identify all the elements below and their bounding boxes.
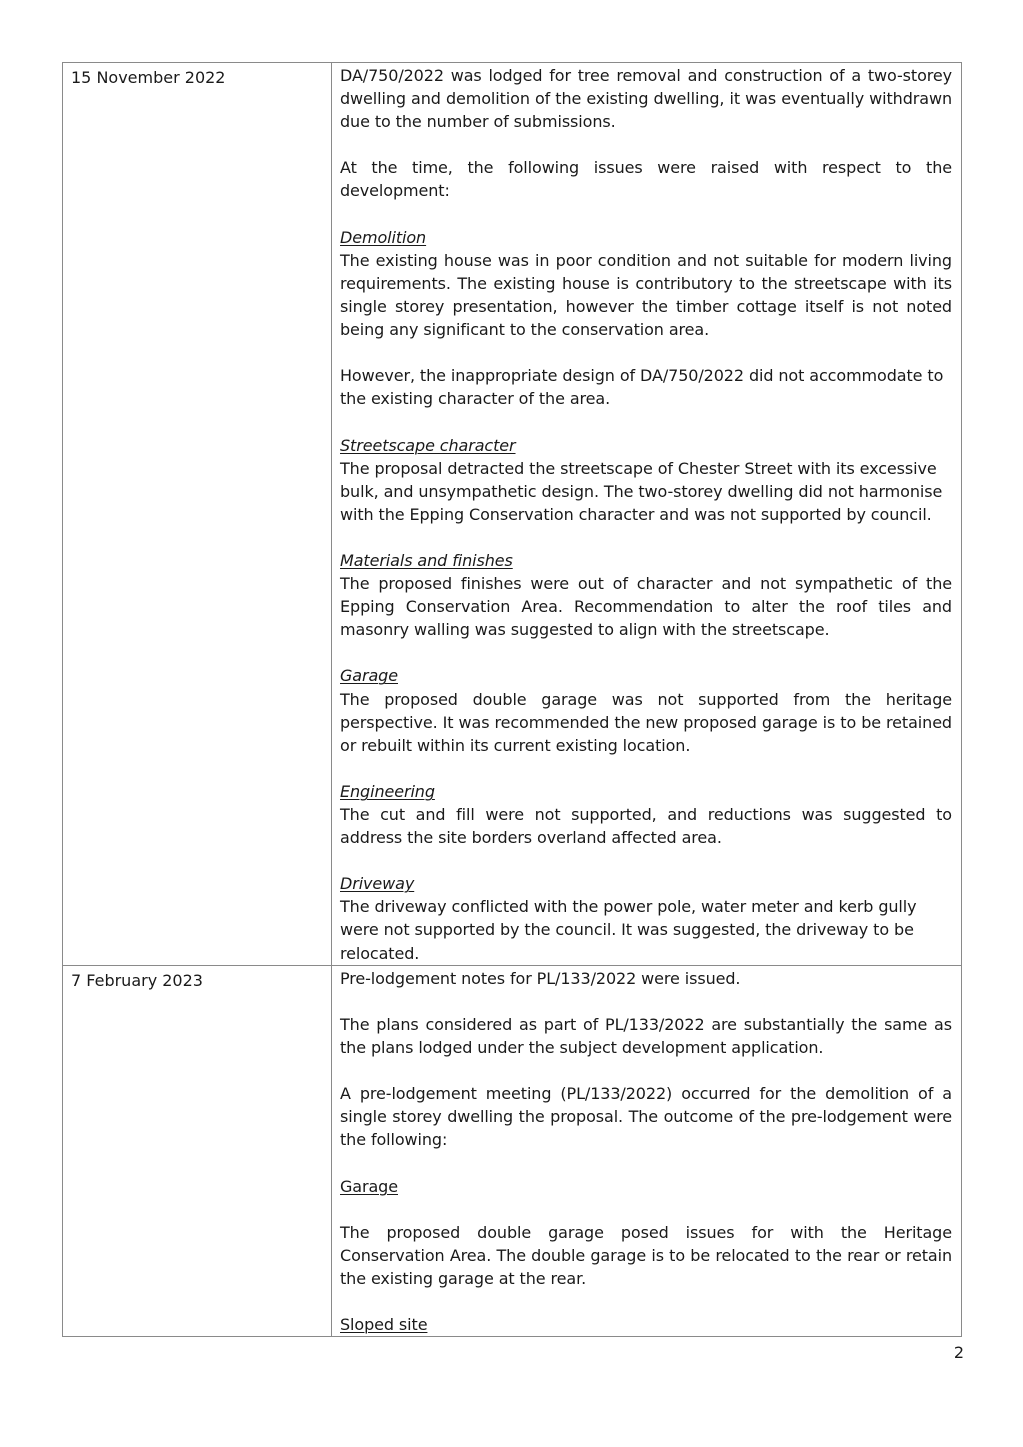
paragraph: The driveway conflicted with the power pole, water meter and kerb gully were not supported by the council. It was suggested, the driveway to be relocated. [340, 897, 917, 963]
paragraph: However, the inappropriate design of DA/750/2022 did not accommodate to the existing character of the area. [340, 366, 944, 409]
section-heading: Garage [340, 666, 398, 686]
table-row [63, 965, 962, 1337]
date-cell [63, 63, 332, 966]
content-cell [332, 63, 962, 966]
section-heading: Materials and finishes [340, 550, 513, 570]
date-cell [63, 965, 332, 1337]
section-heading: Driveway [340, 874, 415, 894]
section-heading: Garage [340, 1176, 398, 1196]
paragraph: Pre-lodgement notes for PL/133/2022 were issued. [340, 968, 741, 988]
paragraph: A pre-lodgement meeting (PL/133/2022) occurred for the demolition of a single storey dwelling the proposal. The outcome of the pre-lodgement were the following: [340, 1084, 952, 1150]
section-heading: Engineering [340, 781, 435, 801]
paragraph: DA/750/2022 was lodged for tree removal and construction of a two-storey dwelling and demolition of the existing dwelling, it was eventually withdrawn due to the number of submissions. [340, 66, 952, 132]
paragraph: The plans considered as part of PL/133/2022 are substantially the same as the plans lodged under the subject development application. [340, 1014, 952, 1057]
history-table [62, 62, 962, 1337]
paragraph: The proposed finishes were out of character and not sympathetic of the Epping Conservation Area. Recommendation to alter the roof tiles and masonry walling was suggested to align with the streetscape. [340, 574, 952, 640]
paragraph: The cut and fill were not supported, and reductions was suggested to address the site borders overland affected area. [340, 805, 952, 848]
paragraph: The proposal detracted the streetscape of Chester Street with its excessive bulk, and unsympathetic design. The two-storey dwelling did not harmonise with the Epping Conservation character and was not supported by council. [340, 458, 943, 524]
paragraph: At the time, the following issues were raised with respect to the development: [340, 158, 952, 201]
paragraph: The proposed double garage was not supported from the heritage perspective. It was recommended the new proposed garage is to be retained or rebuilt within its current existing location. [340, 689, 952, 755]
row-date: 7 February 2023 [71, 970, 203, 990]
content-cell [332, 965, 962, 1337]
row-date: 15 November 2022 [71, 68, 226, 87]
section-heading: Sloped site [340, 1315, 428, 1335]
paragraph: The existing house was in poor condition and not suitable for modern living requirements. The existing house is contributory to the streetscape with its single storey presentation, however the timber cottage itself is not noted being any significant to the conservation area. [340, 250, 952, 340]
page-number: 2 [953, 1343, 964, 1362]
table-row [63, 63, 962, 966]
paragraph: The proposed double garage posed issues for with the Heritage Conservation Area. The double garage is to be relocated to the rear or retain the existing garage at the rear. [340, 1222, 952, 1288]
section-heading: Demolition [340, 227, 427, 247]
section-heading: Streetscape character [340, 435, 516, 455]
